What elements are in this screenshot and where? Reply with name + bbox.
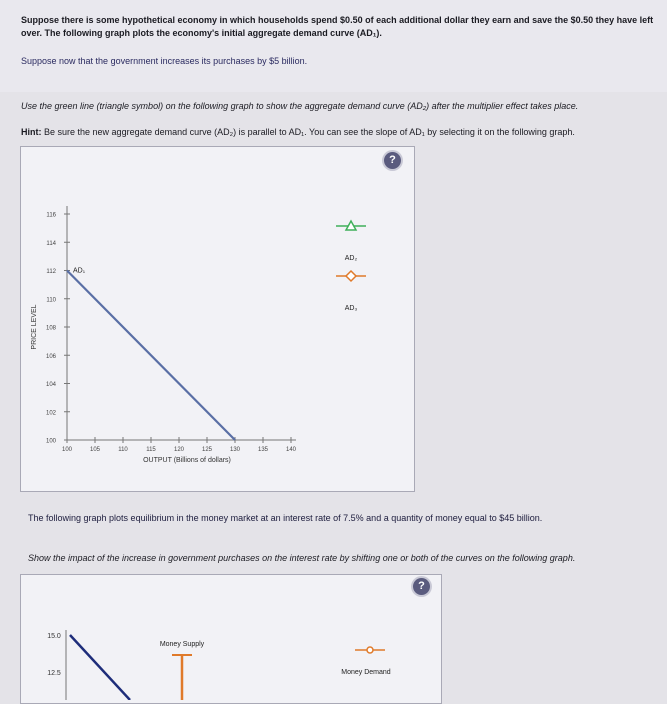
instruction-text: Use the green line (triangle symbol) on the following graph to show the aggregate demand curve (AD₂) after the multiplier effect takes place. [21, 101, 579, 111]
money-y-tick-12.5: 12.5 [47, 670, 61, 677]
x-tick-label: 130 [229, 447, 241, 453]
question-text-gov: Suppose now that the government increases its purchases by $5 billion. [21, 56, 308, 66]
help-icon[interactable]: ? [384, 152, 401, 169]
legend-money-demand-marker[interactable] [367, 647, 373, 653]
help-icon-2[interactable]: ? [413, 578, 430, 595]
hint-label: Hint: [21, 127, 42, 137]
x-tick-label: 120 [173, 447, 185, 453]
x-tick-label: 125 [201, 447, 213, 453]
money-demand-curve[interactable] [70, 635, 130, 700]
question-text-line1: Suppose there is some hypothetical economy in which households spend $0.50 of each additional dollar they earn and save the $0.50 they have left [21, 15, 654, 25]
x-tick-label: 115 [146, 447, 156, 453]
y-axis-label: PRICE LEVEL [31, 304, 38, 350]
legend-money-demand-label: Money Demand [341, 669, 391, 676]
question-text-line2: over. The following graph plots the economy's initial aggregate demand curve (AD₁). [21, 28, 382, 38]
money-supply-label: Money Supply [159, 641, 205, 648]
y-tick-label: 100 [45, 438, 56, 445]
legend-ad3-label: AD₃ [344, 305, 358, 312]
x-tick-label: 135 [257, 447, 269, 453]
legend-ad2-label: AD₂ [344, 255, 358, 262]
x-axis-label: OUTPUT (Billions of dollars) [143, 457, 231, 464]
money-y-tick-15: 15.0 [47, 633, 61, 640]
ad1-curve-label: AD₁ [73, 267, 86, 275]
money-intro-text: The following graph plots equilibrium in the money market at an interest rate of 7.5% and a quantity of money equal to $45 billion. [28, 513, 543, 523]
y-tick-label: 104 [45, 382, 56, 388]
money-instruction-text: Show the impact of the increase in government purchases on the interest rate by shifting one or both of the curves on the following graph. [28, 553, 576, 563]
x-tick-label: 100 [61, 447, 73, 453]
hint-text: Be sure the new aggregate demand curve (AD₂) is parallel to AD₁. You can see the slope of AD₁ by selecting it on the following graph. [44, 127, 575, 137]
y-tick-label: 108 [45, 325, 56, 332]
x-tick-label: 140 [285, 447, 297, 453]
y-tick-label: 102 [45, 410, 56, 417]
y-tick-label: 114 [46, 240, 56, 247]
y-tick-label: 112 [46, 269, 56, 275]
y-tick-label: 110 [46, 297, 56, 304]
y-tick-label: 106 [45, 353, 56, 360]
y-tick-label: 116 [46, 212, 56, 219]
x-tick-label: 110 [118, 447, 128, 453]
x-tick-label: 105 [89, 447, 101, 453]
